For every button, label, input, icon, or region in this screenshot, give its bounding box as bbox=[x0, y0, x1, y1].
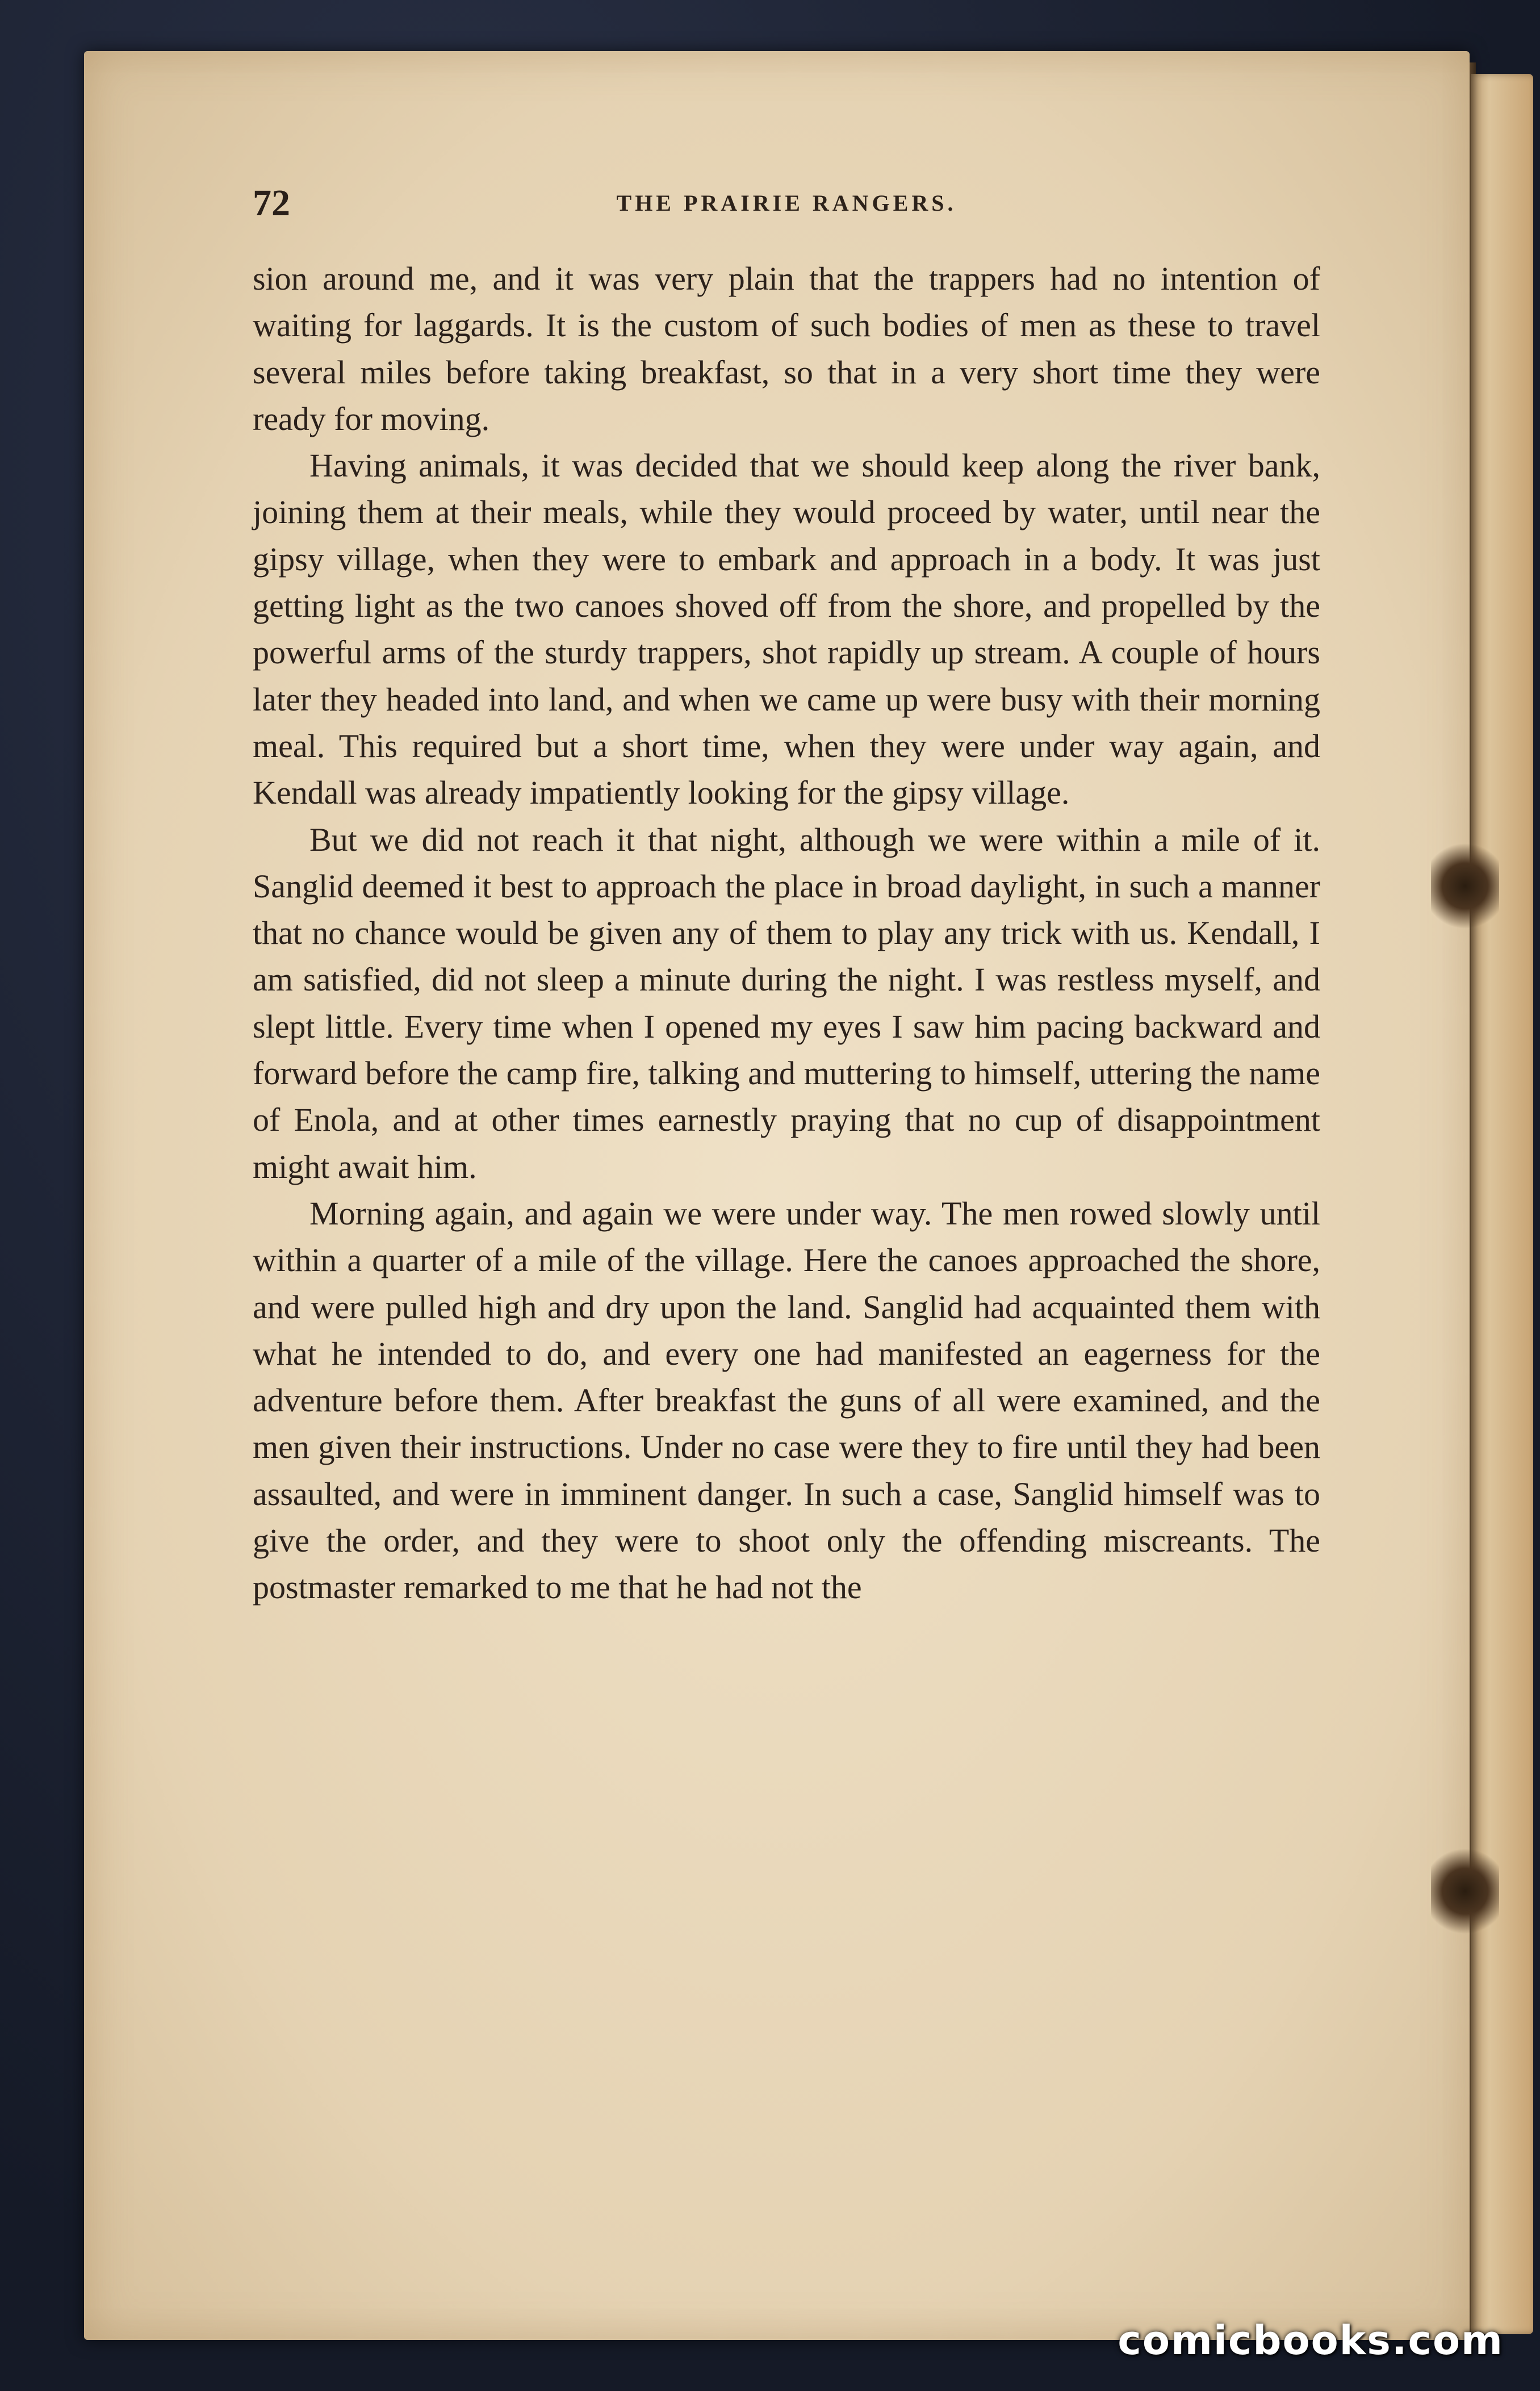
facing-page-edge bbox=[1471, 74, 1533, 2334]
paragraph-4: Morning again, and again we were under way. The men rowed slowly until within a quarter of a mile of the village. Here the canoes approached the shore, and were pulled high and dry upon the land. Sanglid had acquainted them with what he intended to do, and every one had manifested an eagerness for the adventure before them. After breakfast the guns of all were examined, and the men given their instructions. Under no case were they to fire until they had been assaulted, and were in imminent danger. In such a case, Sanglid himself was to give the order, and they were to shoot only the offending miscreants. The postmaster remarked to me that he had not the bbox=[253, 1194, 1320, 1606]
paragraph-1: sion around me, and it was very plain that the trappers had no intention of waiting for laggards. It is the custom of such bodies of men as these to travel several miles before taking breakfast, so that in a very short time they were ready for moving. bbox=[253, 260, 1320, 437]
binding-tear-upper bbox=[1431, 841, 1499, 931]
paragraph-3: But we did not reach it that night, although we were within a mile of it. Sanglid deemed it best to approach the place in broad daylight, in such a manner that no chance would be given any of them to play any trick with us. Kendall, I am satisfied, did not sleep a minute during the night. I was restless myself, and slept little. Every time when I opened my eyes I saw him pacing backward and forward before the camp fire, talking and muttering to himself, uttering the name of Enola, and at other times earnestly praying that no cup of disappointment might await him. bbox=[253, 821, 1320, 1185]
binding-tear-lower bbox=[1431, 1846, 1499, 1937]
page-number: 72 bbox=[253, 182, 290, 224]
body-text bbox=[253, 256, 1320, 1611]
paragraph-2: Having animals, it was decided that we should keep along the river bank, joining them at their meals, while they would proceed by water, until near the gipsy village, when they were to embark and approach in a body. It was just getting light as the two canoes shoved off from the shore, and propelled by the powerful arms of the sturdy trappers, shot rapidly up stream. A couple of hours later they headed into land, and when we came up were busy with their morning meal. This required but a short time, when they were under way again, and Kendall was already impatiently looking for the gipsy village. bbox=[253, 447, 1320, 812]
watermark: comicbooks.com bbox=[1118, 2317, 1504, 2364]
running-head: THE PRAIRIE RANGERS. bbox=[616, 190, 957, 216]
page-header bbox=[253, 182, 1320, 233]
